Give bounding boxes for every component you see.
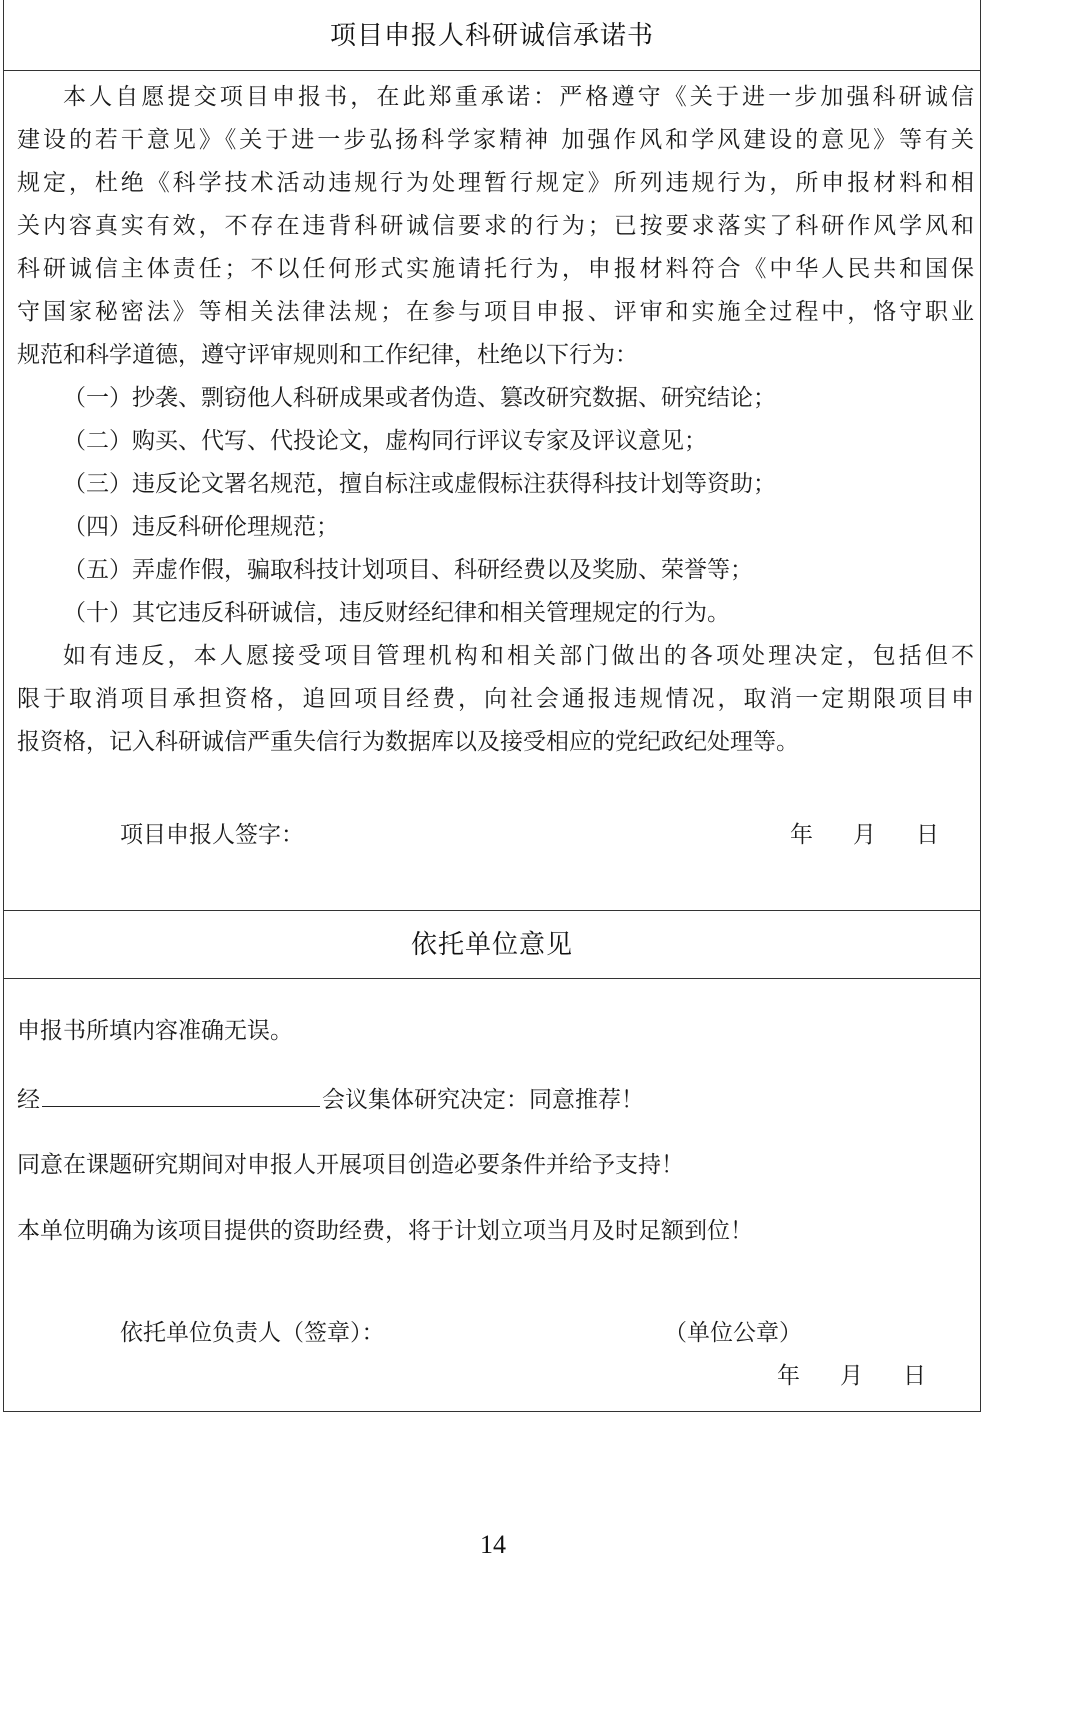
pledge-paragraph-line: 本人自愿提交项目申报书，在此郑重承诺：严格遵守《关于进一步加强科研诚信 — [63, 84, 974, 110]
pledge-list-item: （三）违反论文署名规范，擅自标注或虚假标注获得科技计划等资助； — [63, 471, 776, 497]
pledge-title: 项目申报人科研诚信承诺书 — [329, 21, 654, 51]
date-year: 年 — [777, 1363, 800, 1389]
date-day: 日 — [903, 1363, 926, 1389]
divider — [4, 910, 980, 911]
pledge-list-item: （四）违反科研伦理规范； — [63, 514, 339, 540]
endorsement-date — [777, 1361, 926, 1391]
pledge-paragraph-line: 限于取消项目承担资格，追回项目经费，向社会通报违规情况，取消一定期限项目申 — [17, 686, 974, 712]
pledge-paragraph-line: 关内容真实有效，不存在违背科研诚信要求的行为；已按要求落实了科研作风学风和 — [17, 213, 974, 239]
pledge-paragraph-line: 规范和科学道德，遵守评审规则和工作纪律，杜绝以下行为： — [17, 342, 638, 368]
pledge-paragraph-line: 建设的若干意见》《关于进一步弘扬科学家精神 加强作风和学风建设的意见》等有关 — [17, 127, 974, 153]
applicant-signature-label: 项目申报人签字： — [120, 822, 304, 848]
pledge-paragraph-line: 报资格，记入科研诚信严重失信行为数据库以及接受相应的党纪政纪处理等。 — [17, 729, 799, 755]
pledge-list-item: （二）购买、代写、代投论文，虚构同行评议专家及评议意见； — [63, 428, 707, 454]
endorsement-title: 依托单位意见 — [410, 930, 573, 960]
endorsement-line: 申报书所填内容准确无误。 — [17, 1018, 293, 1044]
unit-seal-label: （单位公章） — [664, 1320, 802, 1346]
endorsement-line-suffix: 会议集体研究决定：同意推荐！ — [322, 1087, 644, 1113]
divider — [4, 70, 980, 71]
meeting-name-blank[interactable] — [42, 1084, 320, 1107]
form-table — [3, 0, 981, 1412]
divider — [4, 978, 980, 979]
pledge-date — [790, 820, 939, 850]
pledge-list-item: （十）其它违反科研诚信，违反财经纪律和相关管理规定的行为。 — [63, 600, 730, 626]
date-day: 日 — [916, 822, 939, 848]
pledge-paragraph-line: 如有违反，本人愿接受项目管理机构和相关部门做出的各项处理决定，包括但不 — [63, 643, 974, 669]
pledge-list-item: （五）弄虚作假，骗取科技计划项目、科研经费以及奖励、荣誉等； — [63, 557, 753, 583]
date-month: 月 — [840, 1363, 863, 1389]
pledge-paragraph-line: 规定，杜绝《科学技术活动违规行为处理暂行规定》所列违规行为，所申报材料和相 — [17, 170, 974, 196]
date-month: 月 — [853, 822, 876, 848]
page-number: 14 — [480, 1530, 506, 1559]
pledge-body — [17, 76, 974, 764]
endorsement-decision-line — [17, 1084, 644, 1115]
pledge-paragraph-line: 科研诚信主体责任；不以任何形式实施请托行为，申报材料符合《中华人民共和国保 — [17, 256, 974, 282]
endorsement-line-prefix: 经 — [17, 1087, 40, 1113]
pledge-list-item: （一）抄袭、剽窃他人科研成果或者伪造、篡改研究数据、研究结论； — [63, 385, 776, 411]
endorsement-line: 本单位明确为该项目提供的资助经费，将于计划立项当月及时足额到位！ — [17, 1218, 753, 1244]
pledge-paragraph-line: 守国家秘密法》等相关法律法规；在参与项目申报、评审和实施全过程中，恪守职业 — [17, 299, 974, 325]
endorsement-line: 同意在课题研究期间对申报人开展项目创造必要条件并给予支持！ — [17, 1152, 684, 1178]
unit-leader-signature-label: 依托单位负责人（签章）： — [120, 1320, 385, 1346]
date-year: 年 — [790, 822, 813, 848]
